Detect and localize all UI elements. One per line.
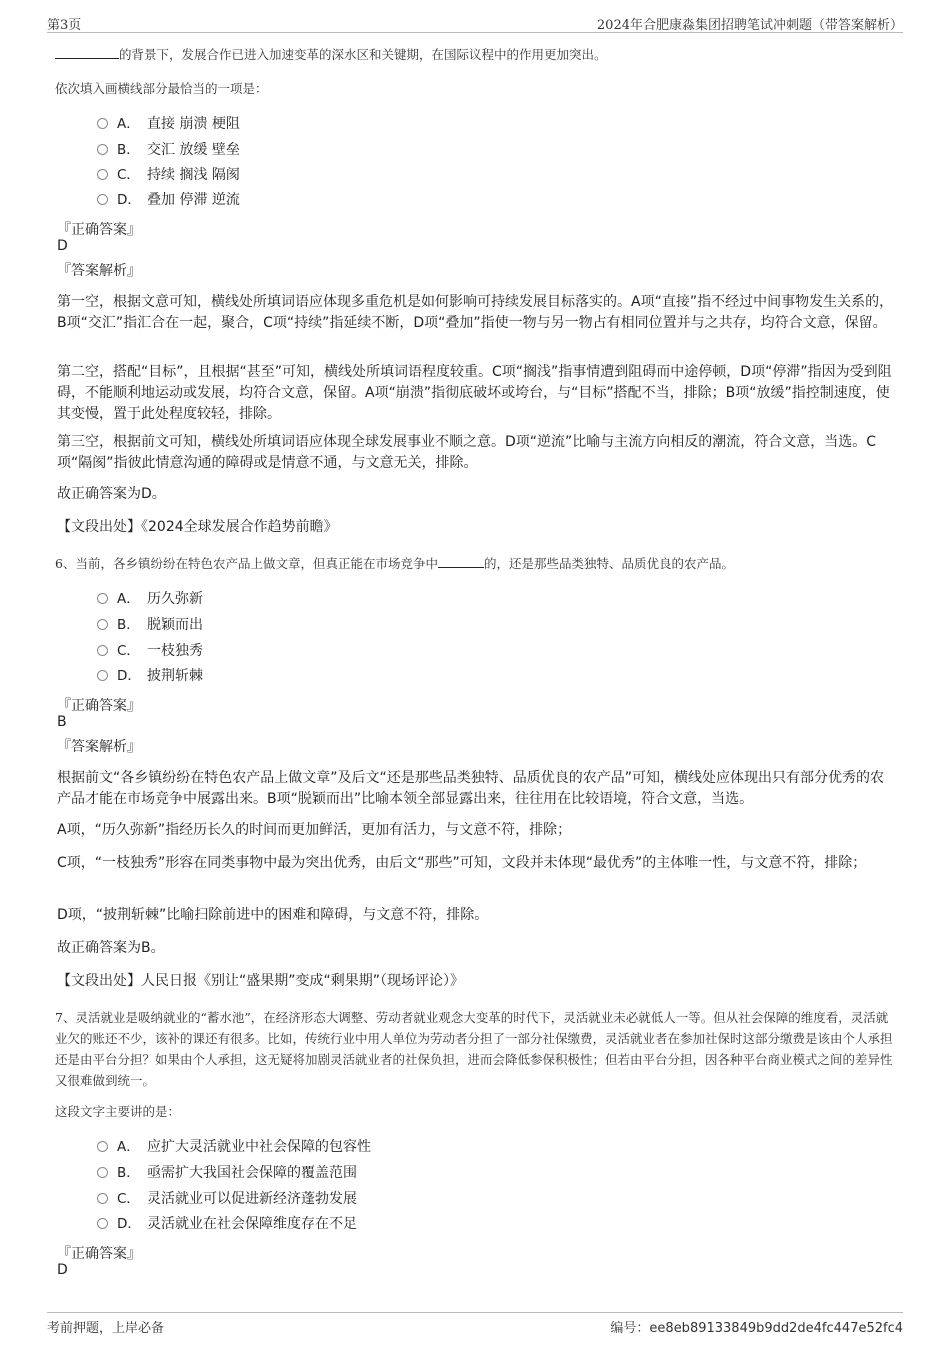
q5-analysis-paragraph: 第一空，根据文意可知，横线处所填词语应体现多重危机是如何影响可持续发展目标落实的。A项“直接”指不经过中间事物发生关系的，B项“交汇”指汇合在一起，聚合，C项“持续”指延续不断，D项“叠加”指使一物与另一物占有相同位置并与之共存，均符合文意，保留。 [57, 294, 894, 331]
q7-answer-label: 『正确答案』 [57, 1246, 141, 1262]
q6-option-d[interactable]: D． 披荆斩棘 [97, 665, 203, 687]
q5-answer-label: 『正确答案』 [57, 222, 141, 238]
q6-analysis-label: 『答案解析』 [57, 739, 141, 755]
q6-source: 【文段出处】人民日报《别让“盛果期”变成“剩果期”（现场评论）》 [57, 973, 465, 989]
q6-option-a[interactable]: A． 历久弥新 [97, 588, 203, 610]
q6-answer-label: 『正确答案』 [57, 698, 141, 714]
q5-stem: 的背景下，发展合作已进入加速变革的深水区和关键期，在国际议程中的作用更加突出。 [55, 44, 900, 65]
q7-option-b[interactable]: B． 亟需扩大我国社会保障的覆盖范围 [97, 1162, 357, 1184]
q7-option-d[interactable]: D． 灵活就业在社会保障维度存在不足 [97, 1213, 357, 1235]
q6-analysis-paragraph: D项，“披荆斩棘”比喻扫除前进中的困难和障碍，与文意不符，排除。 [57, 907, 489, 923]
radio-icon[interactable] [97, 118, 108, 129]
q5-option-a[interactable]: A． 直接 崩溃 梗阻 [97, 113, 240, 135]
q5-option-c[interactable]: C． 持续 搁浅 隔阂 [97, 164, 240, 186]
q7-prompt: 这段文字主要讲的是： [55, 1104, 181, 1119]
radio-icon[interactable] [97, 619, 108, 630]
radio-icon[interactable] [97, 670, 108, 681]
q6-stem: 6、当前，各乡镇纷纷在特色农产品上做文章，但真正能在市场竞争中 的，还是那些品类独特、品质优良的农产品。 [55, 556, 734, 571]
q5-conclusion: 故正确答案为D。 [57, 486, 166, 502]
radio-icon[interactable] [97, 593, 108, 604]
q5-option-b[interactable]: B． 交汇 放缓 壁垒 [97, 139, 240, 161]
q6-option-b[interactable]: B． 脱颖而出 [97, 614, 203, 636]
answer-blank [55, 46, 119, 59]
page-header [47, 12, 903, 33]
q5-analysis-label: 『答案解析』 [57, 263, 141, 279]
q5-option-d[interactable]: D． 叠加 停滞 逆流 [97, 189, 240, 211]
q7-option-c[interactable]: C． 灵活就业可以促进新经济蓬勃发展 [97, 1188, 357, 1210]
radio-icon[interactable] [97, 645, 108, 656]
document-title: 2024年合肥康淼集团招聘笔试冲刺题（带答案解析） [596, 18, 903, 33]
radio-icon[interactable] [97, 1167, 108, 1178]
q5-analysis-paragraph: 第二空，搭配“目标”，且根据“甚至”可知，横线处所填词语程度较重。C项“搁浅”指事情遭到阻碍而中途停顿，D项“停滞”指因为受到阻碍，不能顺利地运动或发展，均符合文意，保留。A项“崩溃”指彻底破坏或垮台，与“目标”搭配不当，排除；B项“放缓”指控制速度，使其变慢，置于此处程度较轻，排除。 [57, 364, 892, 422]
page-number: 第3页 [47, 18, 82, 33]
q6-analysis-paragraph: C项，“一枝独秀”形容在同类事物中最为突出优秀，由后文“那些”可知，文段并未体现“最优秀”的主体唯一性，与文意不符，排除； [57, 855, 867, 871]
radio-icon[interactable] [97, 1193, 108, 1204]
q5-answer: D [57, 238, 68, 254]
q6-answer: B [57, 714, 67, 730]
q6-analysis-paragraph: A项，“历久弥新”指经历长久的时间而更加鲜活，更加有活力，与文意不符，排除； [57, 822, 572, 838]
q5-analysis-paragraph: 第三空，根据前文可知，横线处所填词语应体现全球发展事业不顺之意。D项“逆流”比喻与主流方向相反的潮流，符合文意，当选。C项“隔阂”指彼此情意沟通的障碍或是情意不通，与文意无关，排除。 [57, 434, 877, 471]
radio-icon[interactable] [97, 194, 108, 205]
q7-option-a[interactable]: A． 应扩大灵活就业中社会保障的包容性 [97, 1136, 371, 1158]
page-footer [47, 1312, 903, 1339]
q6-conclusion: 故正确答案为B。 [57, 940, 165, 956]
radio-icon[interactable] [97, 1218, 108, 1229]
radio-icon[interactable] [97, 1141, 108, 1152]
document-code: 编号：ee8eb89133849b9dd2de4fc447e52fc4 [610, 1321, 903, 1336]
radio-icon[interactable] [97, 144, 108, 155]
q7-stem: 7、灵活就业是吸纳就业的“蓄水池”，在经济形态大调整、劳动者就业观念大变革的时代下，灵活就业未必就低人一等。但从社会保障的维度看，灵活就业欠的账还不少，该补的课还有很多。比如，传统行业中用人单位为劳动者分担了一部分社保缴费，灵活就业者在参加社保时这部分缴费是该由个人承担还是由平台分担？如果由个人承担，这无疑将加剧灵活就业者的社保负担，进而会降低参保积极性；但若由平台分担，因各种平台商业模式之间的差异性又很难做到统一。 [55, 1010, 893, 1088]
q7-answer: D [57, 1262, 68, 1278]
q5-source: 【文段出处】《2024全球发展合作趋势前瞻》 [57, 519, 338, 535]
q6-analysis-paragraph: 根据前文“各乡镇纷纷在特色农产品上做文章”及后文“还是那些品类独特、品质优良的农产品”可知，横线处应体现出只有部分优秀的农产品才能在市场竞争中展露出来。B项“脱颖而出”比喻本领全部显露出来，往往用在比较语境，符合文意，当选。 [57, 770, 885, 807]
answer-blank [438, 555, 484, 568]
radio-icon[interactable] [97, 169, 108, 180]
footer-slogan: 考前押题，上岸必备 [47, 1321, 165, 1336]
q6-option-c[interactable]: C． 一枝独秀 [97, 640, 203, 662]
q5-prompt: 依次填入画横线部分最恰当的一项是： [55, 81, 268, 96]
